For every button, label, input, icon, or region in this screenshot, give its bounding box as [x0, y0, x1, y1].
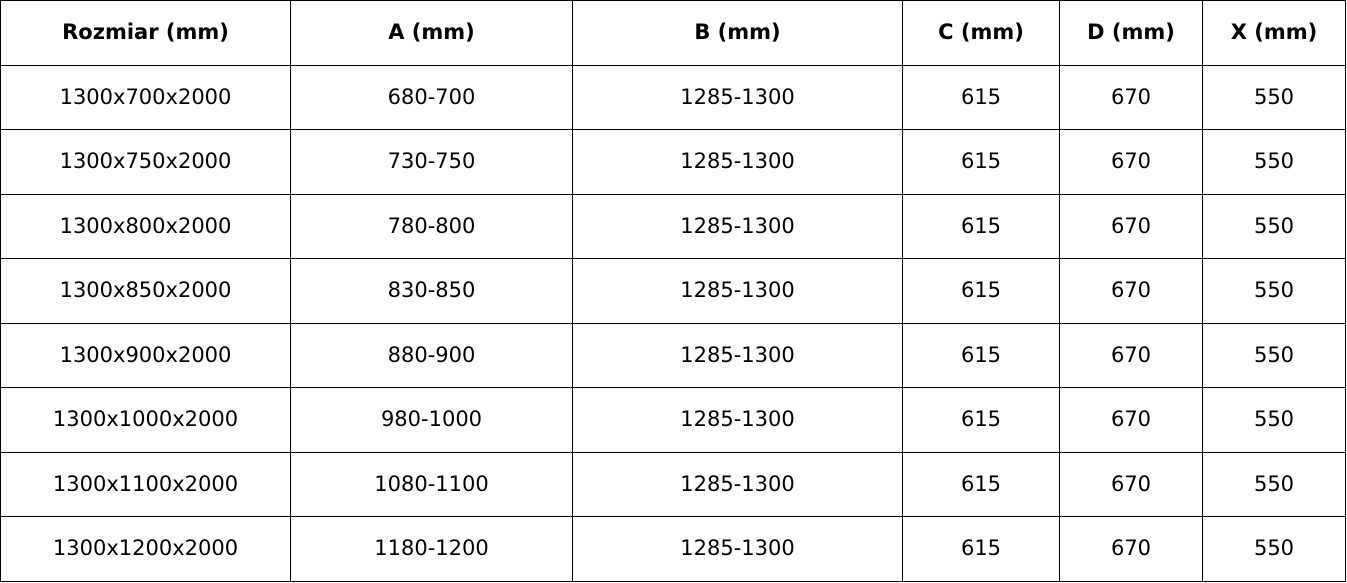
table-row [1, 323, 1346, 388]
cell-b: 1285-1300 [573, 65, 903, 130]
cell-c: 615 [903, 517, 1060, 582]
cell-x: 550 [1203, 259, 1346, 324]
cell-a: 1180-1200 [291, 517, 573, 582]
cell-rozmiar: 1300x850x2000 [1, 259, 291, 324]
cell-c: 615 [903, 452, 1060, 517]
column-header-a: A (mm) [291, 1, 573, 66]
cell-d: 670 [1060, 194, 1203, 259]
cell-x: 550 [1203, 130, 1346, 195]
table-row [1, 194, 1346, 259]
cell-rozmiar: 1300x1200x2000 [1, 517, 291, 582]
cell-b: 1285-1300 [573, 194, 903, 259]
table-header-row [1, 1, 1346, 66]
cell-d: 670 [1060, 259, 1203, 324]
cell-a: 780-800 [291, 194, 573, 259]
cell-b: 1285-1300 [573, 517, 903, 582]
table-header [1, 1, 1346, 66]
cell-rozmiar: 1300x1000x2000 [1, 388, 291, 453]
cell-a: 730-750 [291, 130, 573, 195]
cell-b: 1285-1300 [573, 323, 903, 388]
cell-a: 880-900 [291, 323, 573, 388]
cell-d: 670 [1060, 452, 1203, 517]
table-body [1, 65, 1346, 581]
table-row [1, 259, 1346, 324]
cell-x: 550 [1203, 452, 1346, 517]
cell-rozmiar: 1300x900x2000 [1, 323, 291, 388]
cell-b: 1285-1300 [573, 452, 903, 517]
cell-a: 980-1000 [291, 388, 573, 453]
cell-rozmiar: 1300x800x2000 [1, 194, 291, 259]
column-header-b: B (mm) [573, 1, 903, 66]
cell-d: 670 [1060, 130, 1203, 195]
cell-d: 670 [1060, 323, 1203, 388]
cell-x: 550 [1203, 323, 1346, 388]
cell-c: 615 [903, 194, 1060, 259]
cell-rozmiar: 1300x700x2000 [1, 65, 291, 130]
column-header-x: X (mm) [1203, 1, 1346, 66]
column-header-c: C (mm) [903, 1, 1060, 66]
cell-rozmiar: 1300x750x2000 [1, 130, 291, 195]
cell-x: 550 [1203, 65, 1346, 130]
cell-b: 1285-1300 [573, 388, 903, 453]
table-row [1, 130, 1346, 195]
column-header-d: D (mm) [1060, 1, 1203, 66]
table-row [1, 65, 1346, 130]
cell-d: 670 [1060, 388, 1203, 453]
cell-b: 1285-1300 [573, 130, 903, 195]
cell-c: 615 [903, 130, 1060, 195]
cell-c: 615 [903, 388, 1060, 453]
cell-c: 615 [903, 323, 1060, 388]
cell-c: 615 [903, 65, 1060, 130]
cell-d: 670 [1060, 517, 1203, 582]
table-row [1, 388, 1346, 453]
cell-rozmiar: 1300x1100x2000 [1, 452, 291, 517]
cell-a: 830-850 [291, 259, 573, 324]
cell-c: 615 [903, 259, 1060, 324]
cell-d: 670 [1060, 65, 1203, 130]
table-row [1, 452, 1346, 517]
column-header-rozmiar: Rozmiar (mm) [1, 1, 291, 66]
cell-b: 1285-1300 [573, 259, 903, 324]
table-row [1, 517, 1346, 582]
cell-x: 550 [1203, 194, 1346, 259]
cell-x: 550 [1203, 517, 1346, 582]
cell-a: 1080-1100 [291, 452, 573, 517]
cell-x: 550 [1203, 388, 1346, 453]
cell-a: 680-700 [291, 65, 573, 130]
